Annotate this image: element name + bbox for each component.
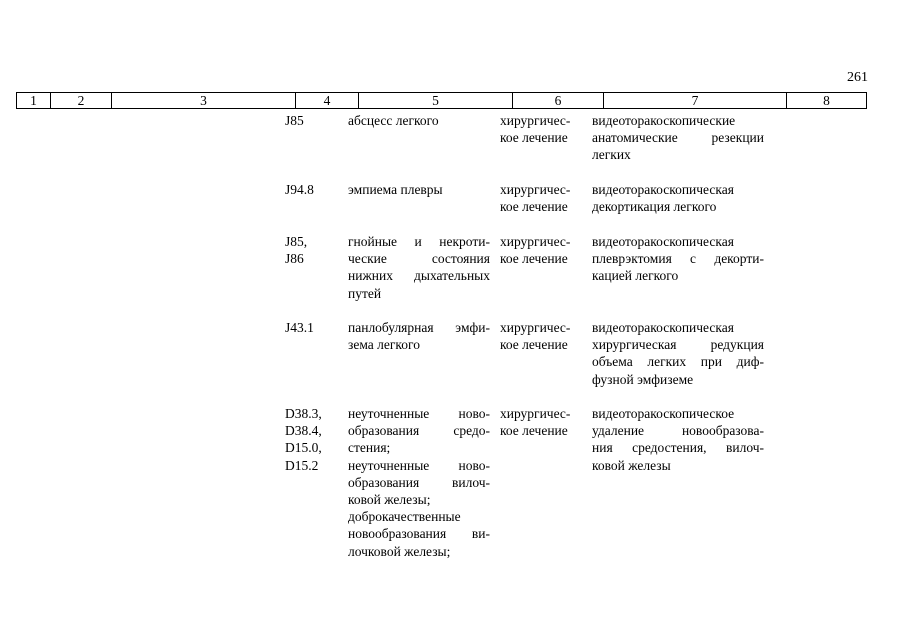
header-cell-2: 2 xyxy=(50,93,111,108)
treatment-method-line: фузной эмфиземе xyxy=(592,371,694,387)
diagnosis-cell xyxy=(348,319,490,353)
diagnosis-line: образования средо- xyxy=(348,423,490,439)
diagnosis-line: путей xyxy=(348,285,382,301)
treatment-type-cell xyxy=(500,319,580,353)
icd-code-line: J85 xyxy=(285,113,304,128)
icd-code-line: J86 xyxy=(285,251,304,267)
treatment-method-line: видеоторакоскопическая xyxy=(592,234,734,249)
diagnosis-line: гнойные и некроти- xyxy=(348,234,490,249)
treatment-method-line: видеоторакоскопическое xyxy=(592,406,735,421)
diagnosis-cell xyxy=(348,181,490,198)
diagnosis-cell xyxy=(348,233,490,302)
treatment-method-line: хирургическая редукция xyxy=(592,337,764,353)
treatment-method-line: видеоторакоскопическая xyxy=(592,320,734,335)
treatment-type-cell xyxy=(500,181,580,215)
treatment-type-line: хирургичес- xyxy=(500,234,571,249)
header-cell-6: 6 xyxy=(512,93,603,108)
header-cell-7: 7 xyxy=(603,93,786,108)
treatment-method-line: видеоторакоскопические xyxy=(592,113,736,128)
header-cell-1: 1 xyxy=(30,93,37,108)
treatment-method-line: ния средостения, вилоч- xyxy=(592,440,764,456)
treatment-type-line: кое лечение xyxy=(500,337,568,353)
table-header-row xyxy=(16,92,867,109)
icd-code-line: D38.4, xyxy=(285,423,322,439)
diagnosis-cell xyxy=(348,405,490,560)
treatment-method-line: легких xyxy=(592,147,631,163)
icd-code-cell xyxy=(285,405,343,474)
diagnosis-line: панлобулярная эмфи- xyxy=(348,320,490,335)
treatment-method-line: декортикация легкого xyxy=(592,199,717,215)
diagnosis-line: эмпиема плевры xyxy=(348,182,443,197)
diagnosis-line: лочковой железы; xyxy=(348,543,451,559)
diagnosis-cell xyxy=(348,112,490,129)
treatment-type-line: хирургичес- xyxy=(500,113,571,128)
icd-code-cell xyxy=(285,112,343,129)
treatment-type-line: кое лечение xyxy=(500,423,568,439)
treatment-type-line: кое лечение xyxy=(500,251,568,267)
treatment-method-line: анатомические резекции xyxy=(592,130,764,146)
diagnosis-line: ковой железы; xyxy=(348,492,431,508)
icd-code-line: J85, xyxy=(285,234,308,249)
icd-code-line: D15.2 xyxy=(285,457,319,473)
treatment-method-cell xyxy=(592,233,764,285)
treatment-type-line: хирургичес- xyxy=(500,406,571,421)
page-number: 261 xyxy=(847,70,868,85)
icd-code-line: D38.3, xyxy=(285,406,322,421)
treatment-type-line: кое лечение xyxy=(500,130,568,146)
treatment-method-line: объема легких при диф- xyxy=(592,354,764,370)
diagnosis-line: новообразования ви- xyxy=(348,526,490,542)
diagnosis-line: зема легкого xyxy=(348,337,420,353)
treatment-type-cell xyxy=(500,405,580,439)
diagnosis-line: нижних дыхательных xyxy=(348,268,490,284)
diagnosis-line: абсцесс легкого xyxy=(348,113,439,128)
treatment-method-cell xyxy=(592,181,764,215)
treatment-method-line: удаление новообразова- xyxy=(592,423,764,439)
header-cell-4: 4 xyxy=(295,93,358,108)
header-cell-5: 5 xyxy=(358,93,512,108)
diagnosis-line: доброкачественные xyxy=(348,509,461,525)
diagnosis-line: стения; xyxy=(348,440,391,456)
icd-code-line: D15.0, xyxy=(285,440,322,456)
treatment-method-cell xyxy=(592,405,764,474)
icd-code-cell xyxy=(285,181,343,198)
treatment-type-cell xyxy=(500,233,580,267)
icd-code-cell xyxy=(285,233,343,267)
treatment-method-line: ковой железы xyxy=(592,457,671,473)
treatment-type-line: кое лечение xyxy=(500,199,568,215)
icd-code-line: J43.1 xyxy=(285,320,314,335)
diagnosis-line: ческие состояния xyxy=(348,251,490,267)
diagnosis-line: образования вилоч- xyxy=(348,474,490,490)
treatment-method-cell xyxy=(592,319,764,388)
icd-code-line: J94.8 xyxy=(285,182,314,197)
treatment-method-line: плеврэктомия с декорти- xyxy=(592,251,764,267)
treatment-type-line: хирургичес- xyxy=(500,182,571,197)
header-cell-8: 8 xyxy=(786,93,866,108)
diagnosis-line: неуточненные ново- xyxy=(348,457,490,473)
header-cell-3: 3 xyxy=(111,93,295,108)
diagnosis-line: неуточненные ново- xyxy=(348,406,490,421)
treatment-method-line: кацией легкого xyxy=(592,268,679,284)
treatment-method-line: видеоторакоскопическая xyxy=(592,182,734,197)
treatment-type-cell xyxy=(500,112,580,146)
treatment-type-line: хирургичес- xyxy=(500,320,571,335)
icd-code-cell xyxy=(285,319,343,336)
treatment-method-cell xyxy=(592,112,764,164)
